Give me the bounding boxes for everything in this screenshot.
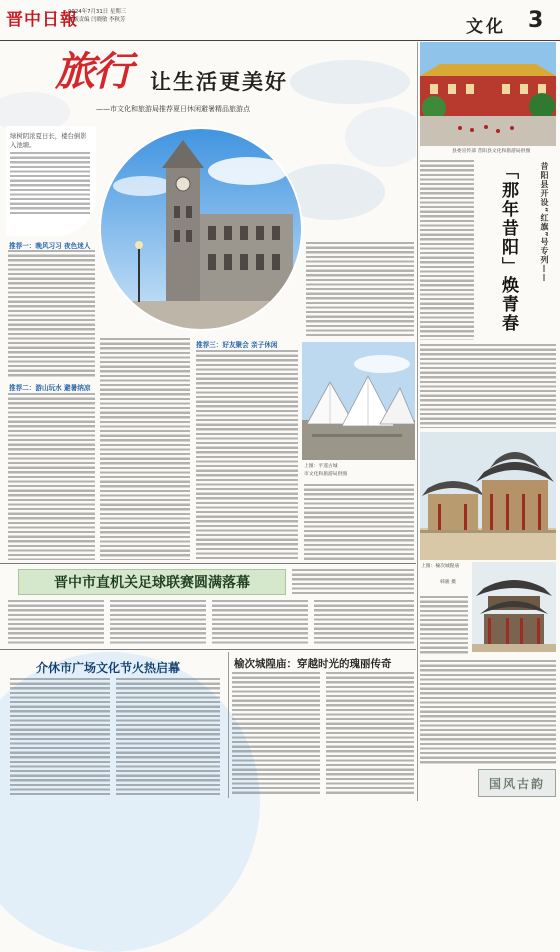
page-number: 3	[528, 8, 544, 33]
xiyang-photo-credit: 县委宣传部 昔阳县文化和旅游局供图	[452, 149, 531, 154]
recommendation-3-heading: 推荐三：好友聚会 亲子休闲	[196, 341, 278, 349]
yuci-article-body-continued	[420, 660, 556, 764]
xiyang-red-flag-street-photo	[420, 42, 556, 146]
intro-text-continued	[10, 152, 90, 214]
tent-camp-photo	[302, 342, 415, 460]
feature-photo-caption: 上图：平遥古城	[304, 464, 338, 469]
football-headline: 晋中市直机关足球联赛圆满落幕	[54, 575, 250, 591]
issue-date: 2024年7月31日 星期三	[68, 9, 127, 15]
jiexiu-headline: 介休市广场文化节火热启幕	[36, 661, 181, 675]
xiyang-headline-block	[478, 158, 556, 340]
recommendation-1-heading: 推荐一：晚风习习 夜色迷人	[9, 242, 91, 250]
yuci-body-col2	[326, 672, 414, 796]
recommendation-3-body-continued	[304, 484, 414, 560]
column-seal-text: 国风古韵	[488, 776, 545, 791]
band-top-rule	[0, 563, 416, 564]
feature-title: 让生活更美好	[150, 70, 288, 94]
feature-subtitle: ——市文化和旅游局推荐夏日休闲避暑精品旅游点	[96, 105, 250, 113]
xiyang-kicker: 昔阳县开设“红旗”号专列——	[540, 162, 549, 283]
page-editors: 本版责编 闫晓敏 李秋芳	[68, 17, 126, 23]
bottom-divider	[228, 652, 229, 798]
xiyang-article-body	[420, 160, 474, 340]
feature-photo-credit: 市文化和旅游局供图	[304, 472, 348, 477]
football-body-col3	[212, 600, 308, 645]
header-rule	[0, 40, 560, 41]
column-divider	[417, 42, 418, 801]
newspaper-logo: 晋中日報	[6, 10, 78, 30]
band-bottom-rule	[0, 649, 416, 650]
xiyang-headline: 「那年昔阳」焕青春	[498, 162, 518, 333]
football-body-col4	[314, 600, 414, 645]
recommendation-1-body	[8, 250, 95, 378]
jiexiu-body-col1	[10, 678, 110, 796]
yuci-article-body-side	[420, 596, 468, 656]
feature-round-photo	[98, 126, 304, 332]
yuci-body-col1	[232, 672, 320, 796]
football-headline-box	[18, 569, 286, 595]
yuci-headline: 榆次城隍庙：穿越时光的瑰丽传奇	[234, 658, 392, 670]
recommendation-1-body-continued	[306, 242, 414, 336]
column-seal	[478, 769, 556, 797]
football-body-col1	[8, 600, 104, 645]
xiyang-article-body-continued	[420, 344, 556, 428]
recommendation-2-body	[8, 393, 95, 560]
intro-box	[6, 126, 96, 236]
yuci-photo-author: 韩骏 摄	[440, 580, 456, 585]
football-body-col2	[110, 600, 206, 645]
yuci-photo-caption: 上图：榆次城隍庙	[421, 564, 460, 569]
football-body-top	[292, 569, 414, 595]
yuci-pavilion-photo	[472, 562, 556, 652]
yuci-temple-photo	[420, 432, 556, 560]
intro-text: 绿树阴浓夏日长，楼台倒影入池塘。	[10, 132, 87, 149]
jiexiu-body-col2	[116, 678, 220, 796]
feature-title-big: 旅行	[55, 49, 131, 95]
recommendation-2-body-continued	[100, 338, 190, 560]
recommendation-3-body	[196, 350, 298, 560]
recommendation-2-heading: 推荐二：游山玩水 避暑纳凉	[9, 384, 91, 392]
section-name: 文化	[466, 17, 506, 37]
